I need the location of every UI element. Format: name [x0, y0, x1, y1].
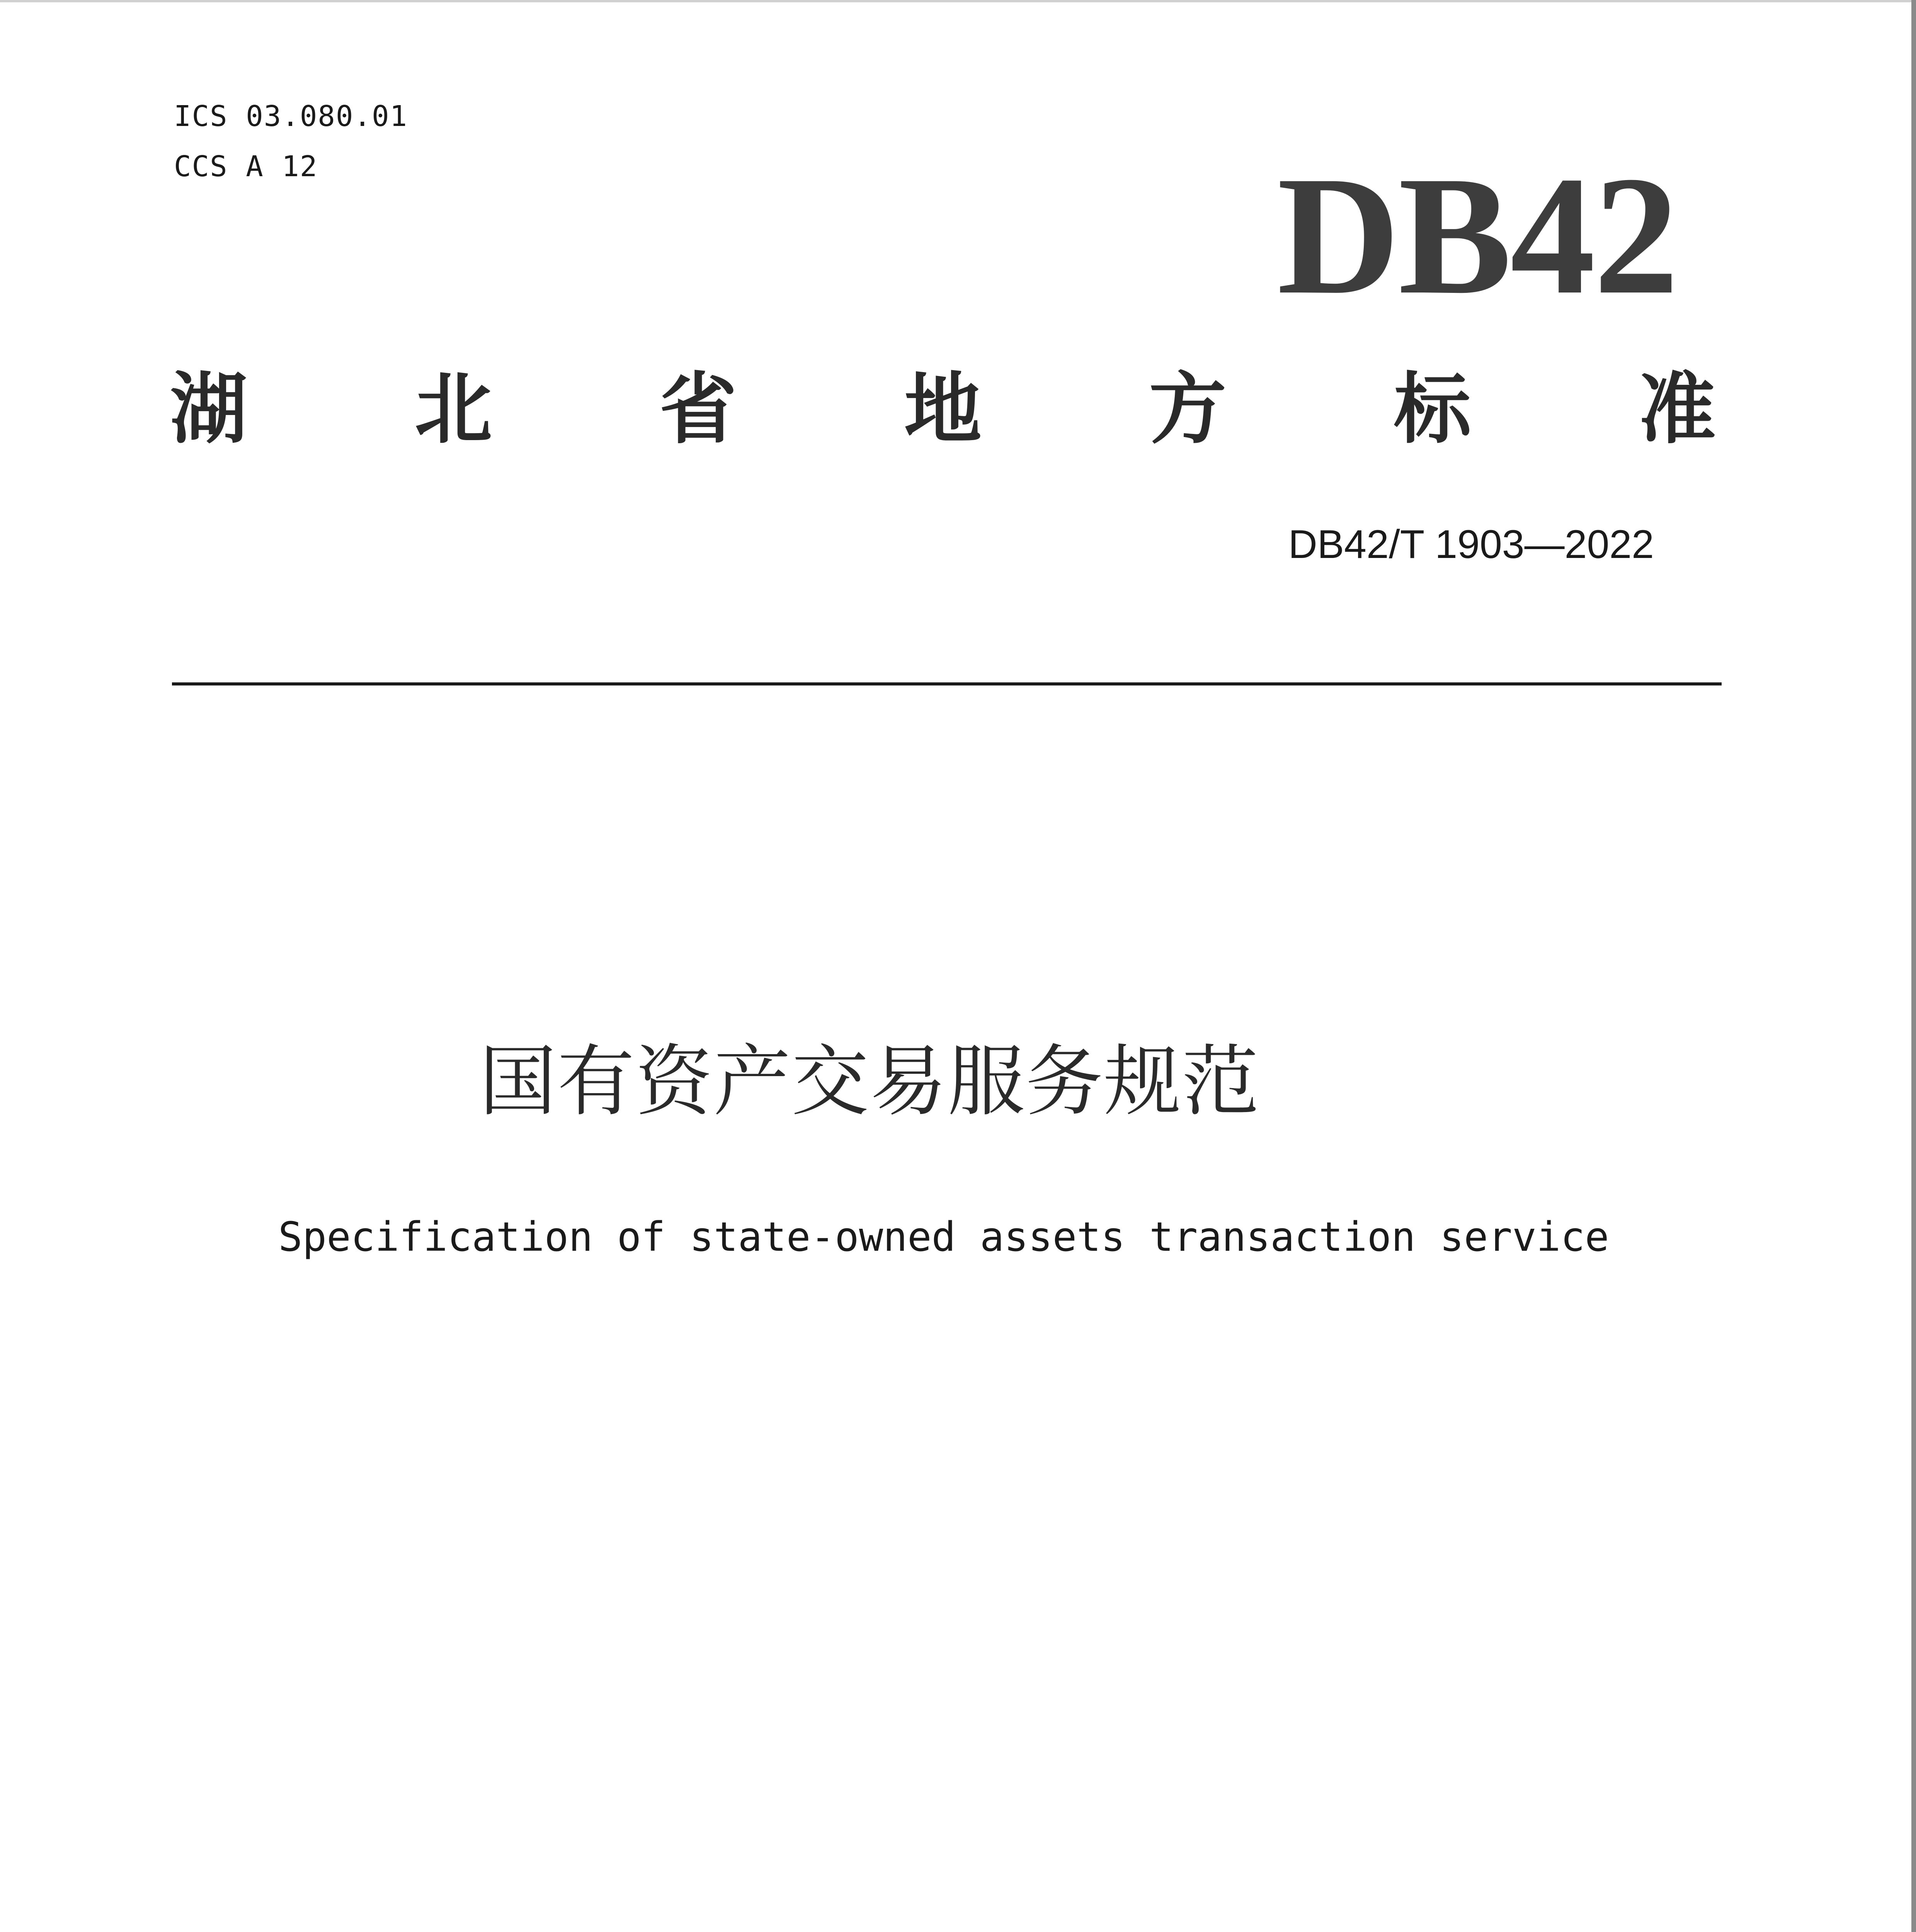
ics-code: ICS 03.080.01: [174, 100, 408, 133]
heading-char: 标: [1394, 364, 1471, 454]
scan-edge-top: [0, 0, 1916, 2]
heading-char: 地: [904, 364, 982, 454]
document-title-en: Specification of state-owned assets transaction service: [278, 1213, 1609, 1260]
ccs-code: CCS A 12: [174, 150, 318, 183]
heading-char: 湖: [170, 364, 248, 454]
heading-char: 北: [415, 364, 492, 454]
standard-type-heading: [170, 364, 1716, 454]
header-divider: [172, 682, 1722, 685]
heading-char: 方: [1149, 364, 1227, 454]
heading-char: 省: [659, 364, 737, 454]
scan-edge-right: [1911, 0, 1916, 1932]
heading-char: 准: [1638, 364, 1716, 454]
standard-number: DB42/T 1903—2022: [1288, 522, 1654, 567]
document-title-zh: 国有资产交易服务规范: [479, 1037, 1260, 1127]
standard-mark: DB42: [1277, 141, 1677, 330]
